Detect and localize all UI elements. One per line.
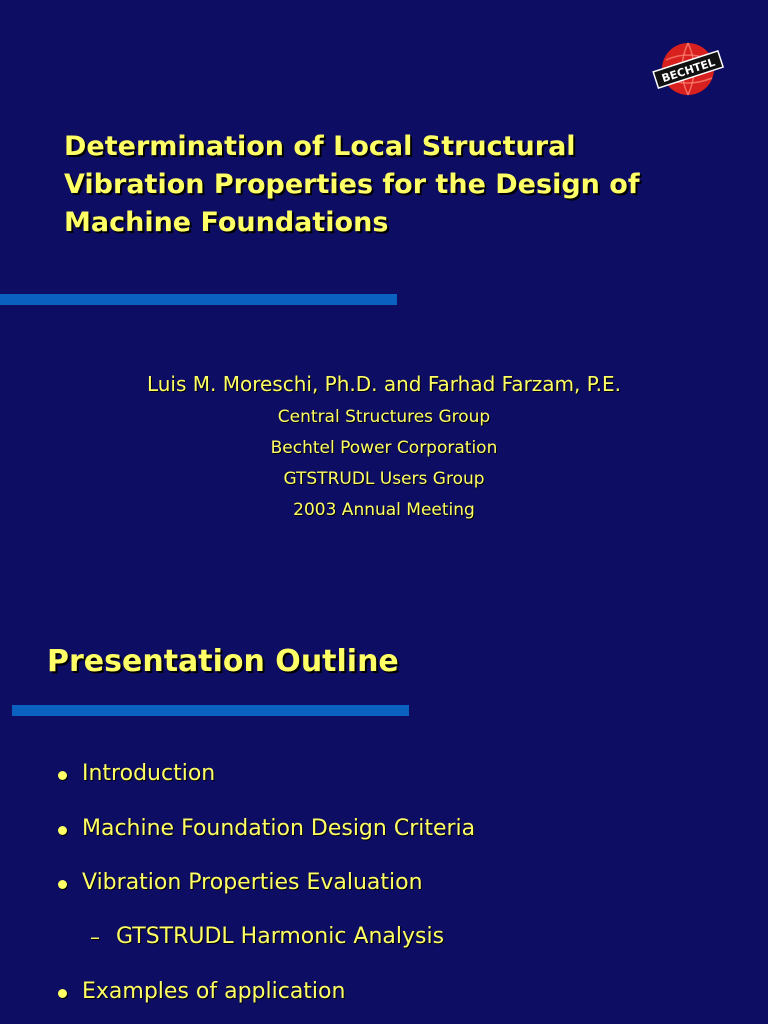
logo-text: BECHTEL [660, 55, 717, 86]
bullet-dot-icon [58, 826, 67, 835]
bullet-dot-icon [58, 880, 67, 889]
outline-item-label: Examples of application [82, 979, 346, 1004]
bullet-dash-icon: – [90, 925, 100, 949]
affiliation-line: 2003 Annual Meeting [293, 500, 475, 520]
title-line-2: Vibration Properties for the Design of [64, 169, 640, 200]
bullet-dot-icon [58, 989, 67, 998]
authors: Luis M. Moreschi, Ph.D. and Farhad Farzam, P.E. [146, 372, 622, 396]
outline-item-label: GTSTRUDL Harmonic Analysis [116, 924, 445, 949]
affiliation-line: Bechtel Power Corporation [270, 438, 498, 458]
outline-divider [12, 705, 409, 716]
outline-slide [0, 620, 768, 1024]
affiliation-line: Central Structures Group [277, 407, 491, 427]
bullet-dot-icon [58, 771, 67, 780]
affiliation-line: GTSTRUDL Users Group [283, 469, 485, 489]
outline-item-label: Machine Foundation Design Criteria [82, 816, 476, 841]
outline-item-label: Introduction [82, 761, 216, 786]
title-line-1: Determination of Local Structural [64, 131, 576, 162]
title-divider [0, 294, 397, 305]
outline-item-label: Vibration Properties Evaluation [82, 870, 423, 895]
title-line-3: Machine Foundations [64, 207, 389, 238]
bechtel-logo-icon [652, 40, 724, 98]
slide-title [64, 128, 704, 242]
outline-title: Presentation Outline [47, 644, 399, 679]
